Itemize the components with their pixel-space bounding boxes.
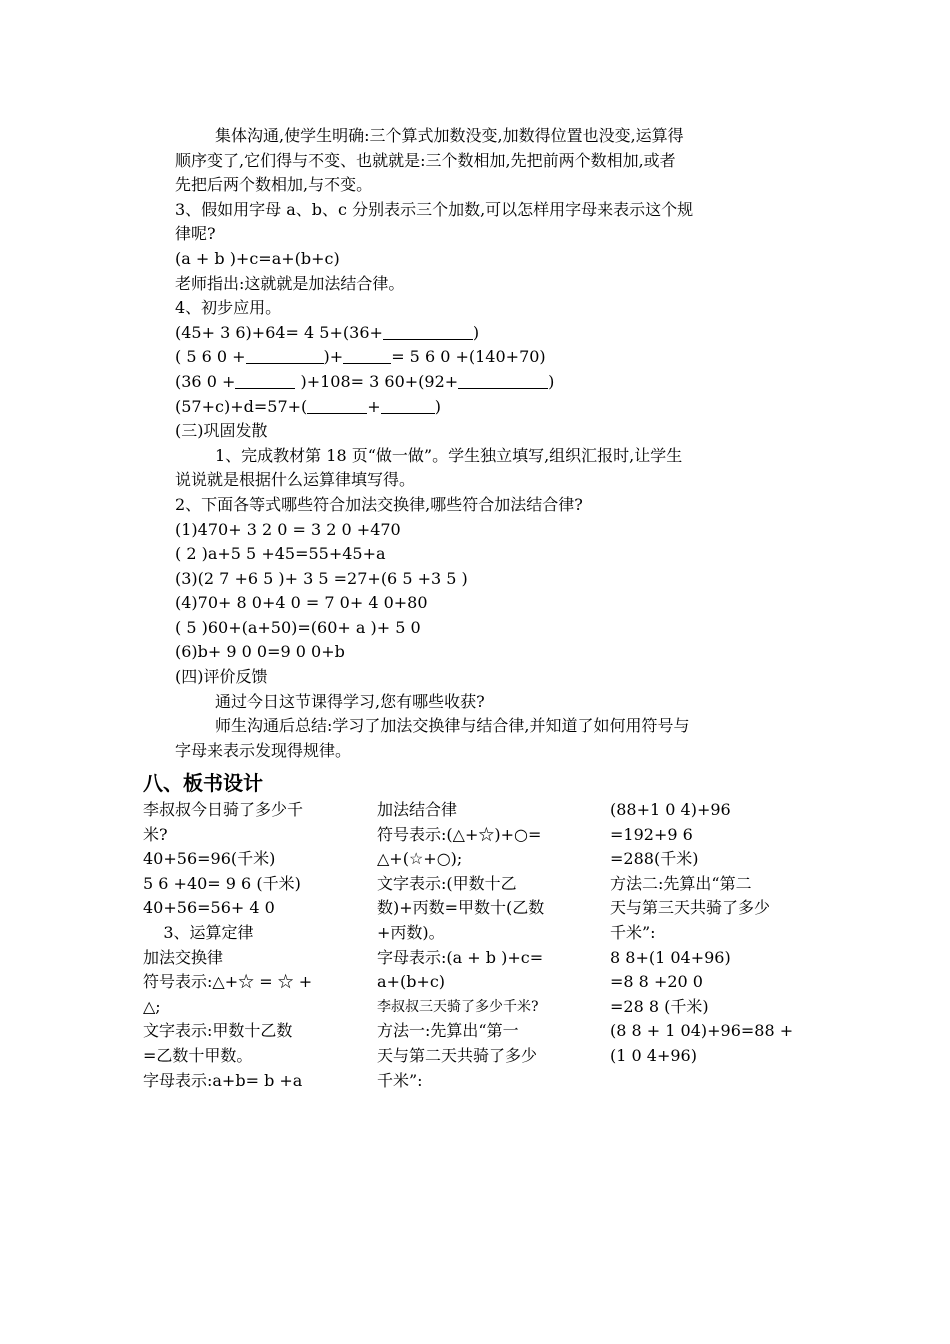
question-3-line: 律呢? bbox=[175, 224, 216, 244]
paragraph-line: 说说就是根据什么运算律填写得。 bbox=[175, 470, 416, 490]
paragraph-line: 字母来表示发现得规律。 bbox=[175, 740, 352, 760]
paragraph-line: 先把后两个数相加,与不变。 bbox=[175, 175, 373, 195]
fill-blank bbox=[307, 397, 367, 414]
board-line: △+(☆+○); bbox=[377, 849, 463, 869]
section-heading: 八、板书设计 bbox=[143, 771, 263, 795]
board-column-1 bbox=[143, 798, 348, 1093]
board-line: 40+56=56+ 4 0 bbox=[143, 898, 275, 918]
paragraph-line: 1、完成教材第 18 页“做一做”。学生独立填写,组织汇报时,让学生 bbox=[215, 445, 683, 465]
exercise-text: )+108= 3 60+(92+ bbox=[295, 371, 459, 391]
board-line: 千米”: bbox=[610, 922, 656, 942]
exercise-text: ( 5 6 0 + bbox=[175, 347, 246, 367]
board-line: =28 8 (千米) bbox=[610, 996, 709, 1016]
exercise-text: ) bbox=[472, 322, 480, 342]
fill-blank bbox=[381, 397, 435, 414]
exercise-3 bbox=[175, 370, 810, 395]
board-line: (8 8 + 1 04)+96=88 + bbox=[610, 1021, 794, 1041]
board-line: =8 8 +20 0 bbox=[610, 972, 703, 992]
exercise-text: = 5 6 0 +(140+70) bbox=[391, 347, 546, 367]
fill-blank bbox=[383, 323, 473, 340]
board-line: (88+1 0 4)+96 bbox=[610, 800, 731, 819]
board-line: 符号表示:(△+☆)+○= bbox=[377, 824, 542, 844]
board-line: 8 8+(1 04+96) bbox=[610, 947, 731, 967]
board-line: 千米”: bbox=[377, 1070, 423, 1090]
fill-blank bbox=[246, 347, 324, 364]
board-line: 文字表示:(甲数十乙 bbox=[377, 873, 517, 893]
paragraph-line: 师生沟通后总结:学习了加法交换律与结合律,并知道了如何用符号与 bbox=[215, 716, 690, 736]
question-4-line: 4、初步应用。 bbox=[175, 298, 282, 318]
board-line: +丙数)。 bbox=[377, 922, 445, 942]
paragraph-line: 通过今日这节课得学习,您有哪些收获? bbox=[215, 691, 485, 711]
board-line: △; bbox=[143, 996, 161, 1016]
board-line: 加法交换律 bbox=[143, 947, 224, 967]
exercise-text: + bbox=[367, 396, 381, 416]
equation-item: ( 2 )a+5 5 +45=55+45+a bbox=[175, 544, 386, 564]
board-line: 40+56=96(千米) bbox=[143, 849, 276, 869]
exercise-text: ) bbox=[548, 371, 555, 391]
board-line: 天与第三天共骑了多少 bbox=[610, 898, 771, 918]
board-line: 方法二:先算出“第二 bbox=[610, 873, 752, 893]
fill-blank bbox=[343, 347, 391, 364]
board-line: (1 0 4+96) bbox=[610, 1045, 697, 1065]
exercise-text: (57+c)+d=57+( bbox=[175, 396, 308, 416]
equation-item: ( 5 )60+(a+50)=(60+ a )+ 5 0 bbox=[175, 617, 421, 637]
board-line: 李叔叔三天骑了多少千米? bbox=[377, 998, 539, 1015]
board-line: 李叔叔今日骑了多少千 bbox=[143, 800, 304, 819]
fill-blank bbox=[458, 372, 548, 389]
section-3-title: (三)巩固发散 bbox=[175, 421, 268, 441]
board-line: 3、运算定律 bbox=[143, 922, 254, 942]
board-column-3 bbox=[610, 798, 815, 1069]
exercise-2 bbox=[175, 345, 810, 370]
fill-blank bbox=[235, 372, 295, 389]
formula-line: (a + b )+c=a+(b+c) bbox=[175, 248, 340, 268]
paragraph-line: 顺序变了,它们得与不变、也就就是:三个数相加,先把前两个数相加,或者 bbox=[175, 150, 676, 170]
lesson-body bbox=[175, 124, 810, 763]
board-line: 加法结合律 bbox=[377, 800, 458, 819]
equation-item: (4)70+ 8 0+4 0 = 7 0+ 4 0+80 bbox=[175, 593, 428, 613]
equation-item: (1)470+ 3 2 0 = 3 2 0 +470 bbox=[175, 519, 401, 539]
board-line: 天与第二天共骑了多少 bbox=[377, 1045, 538, 1065]
board-line: 符号表示:△+☆ = ☆ + bbox=[143, 972, 313, 992]
board-line: =192+9 6 bbox=[610, 824, 693, 844]
paragraph-line: 集体沟通,使学生明确:三个算式加数没变,加数得位置也没变,运算得 bbox=[215, 126, 684, 145]
board-line: 字母表示:a+b= b +a bbox=[143, 1070, 303, 1090]
board-line: =288(千米) bbox=[610, 849, 699, 869]
teacher-note: 老师指出:这就就是加法结合律。 bbox=[175, 273, 405, 293]
board-line: 字母表示:(a + b )+c= bbox=[377, 947, 544, 967]
question-3-line: 3、假如用字母 a、b、c 分别表示三个加数,可以怎样用字母来表示这个规 bbox=[175, 199, 694, 219]
exercise-text: )+ bbox=[323, 347, 344, 367]
equation-item: (6)b+ 9 0 0=9 0 0+b bbox=[175, 642, 345, 662]
section-4-title: (四)评价反馈 bbox=[175, 667, 268, 687]
board-column-2 bbox=[377, 798, 587, 1093]
exercise-1 bbox=[175, 321, 810, 346]
question-2-line: 2、下面各等式哪些符合加法交换律,哪些符合加法结合律? bbox=[175, 494, 583, 514]
board-line: 文字表示:甲数十乙数 bbox=[143, 1021, 293, 1041]
exercise-4 bbox=[175, 395, 810, 420]
exercise-text: ) bbox=[434, 396, 441, 416]
board-line: a+(b+c) bbox=[377, 972, 446, 992]
equation-item: (3)(2 7 +6 5 )+ 3 5 =27+(6 5 +3 5 ) bbox=[175, 568, 468, 588]
board-line: 数)+丙数=甲数十(乙数 bbox=[377, 898, 545, 918]
exercise-text: (36 0 + bbox=[175, 371, 236, 391]
exercise-text: (45+ 3 6)+64= 4 5+(36+ bbox=[175, 322, 383, 342]
board-line: =乙数十甲数。 bbox=[143, 1045, 253, 1065]
board-line: 5 6 +40= 9 6 (千米) bbox=[143, 873, 301, 893]
board-line: 米? bbox=[143, 824, 168, 844]
board-line: 方法一:先算出“第一 bbox=[377, 1021, 519, 1041]
